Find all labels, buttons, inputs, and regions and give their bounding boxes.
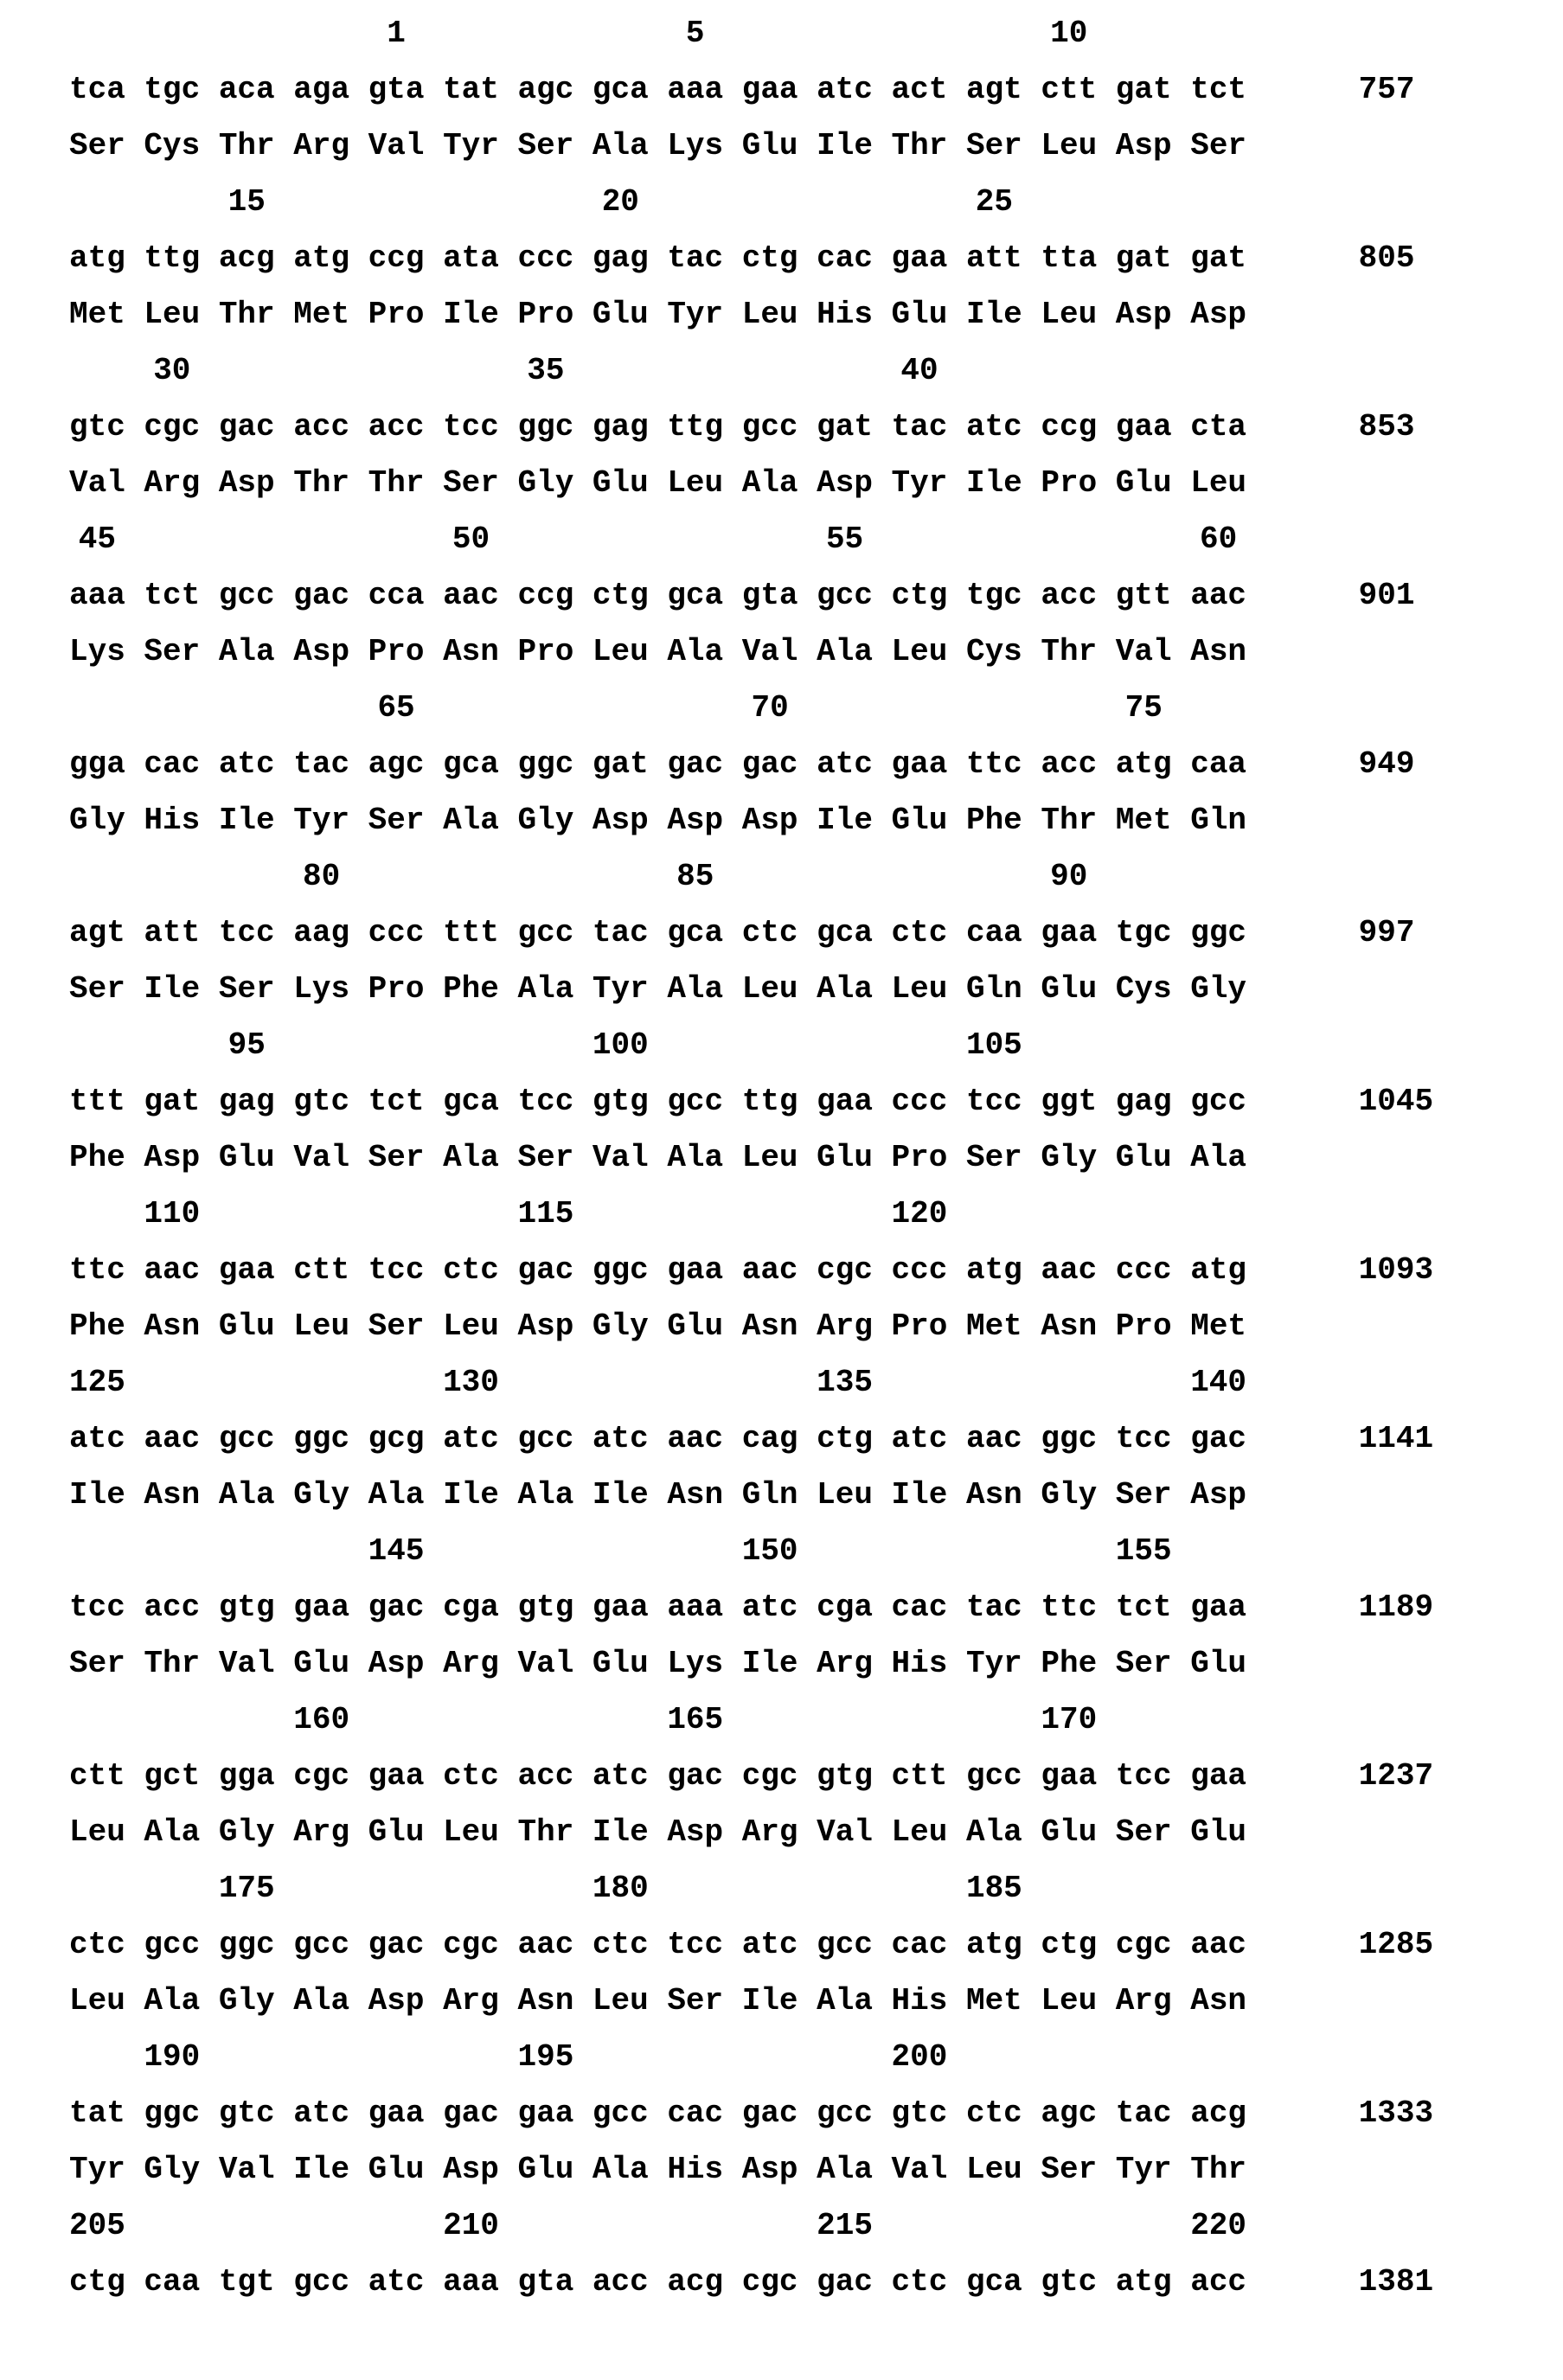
sequence-block [69,5,1563,174]
codon-line-text: atg ttg acg atg ccg ata ccc gag tac ctg cac gaa att tta gat gat [69,240,1247,276]
nucleotide-position: 1045 [1358,1084,1434,1119]
amino-acid-line-text: Ile Asn Ala Gly Ala Ile Ala Ile Asn Gln Leu Ile Asn Gly Ser Asp [69,1477,1247,1513]
codon-line-text: ctc gcc ggc gcc gac cgc aac ctc tcc atc gcc cac atg ctg cgc aac [69,1927,1247,1962]
codon-line [69,1916,1563,1973]
residue-number: 50 [452,521,490,557]
residue-number: 115 [517,1196,574,1232]
residue-number: 40 [900,353,938,388]
residue-number: 155 [1115,1533,1172,1569]
nucleotide-position: 1381 [1358,2264,1434,2300]
residue-number: 15 [227,184,266,220]
residue-number: 80 [303,859,341,894]
residue-number: 55 [825,521,864,557]
residue-number: 10 [1050,16,1088,51]
residue-number: 185 [965,1871,1022,1906]
codon-line [69,1073,1563,1129]
sequence-block [69,680,1563,848]
codon-line-text: gga cac atc tac agc gca ggc gat gac gac atc gaa ttc acc atg caa [69,746,1247,782]
residue-number: 35 [527,353,565,388]
codon-line [69,567,1563,624]
amino-acid-line-text: Ser Ile Ser Lys Pro Phe Ala Tyr Ala Leu Ala Leu Gln Glu Cys Gly [69,971,1247,1007]
amino-acid-line [69,286,1563,342]
sequence-block [69,342,1563,511]
residue-number-line [69,2198,1563,2254]
sequence-block [69,2198,1563,2310]
residue-number: 120 [891,1196,948,1232]
residue-number: 205 [69,2208,125,2243]
sequence-block [69,1523,1563,1692]
residue-number: 60 [1200,521,1238,557]
residue-number: 160 [293,1702,350,1737]
residue-number: 200 [891,2039,948,2075]
codon-line-text: ttt gat gag gtc tct gca tcc gtg gcc ttg gaa ccc tcc ggt gag gcc [69,1084,1247,1119]
nucleotide-position: 1285 [1358,1927,1434,1962]
residue-number: 125 [69,1365,125,1400]
codon-line [69,736,1563,792]
nucleotide-position: 949 [1358,746,1415,782]
codon-line [69,230,1563,286]
residue-number-line [69,1354,1563,1411]
amino-acid-line-text: Tyr Gly Val Ile Glu Asp Glu Ala His Asp Ala Val Leu Ser Tyr Thr [69,2152,1247,2187]
amino-acid-line-text: Met Leu Thr Met Pro Ile Pro Glu Tyr Leu His Glu Ile Leu Asp Asp [69,297,1247,332]
amino-acid-line-text: Lys Ser Ala Asp Pro Asn Pro Leu Ala Val Ala Leu Cys Thr Val Asn [69,634,1247,669]
residue-number: 20 [601,184,639,220]
residue-number-line [69,174,1563,230]
amino-acid-line [69,1635,1563,1692]
residue-number: 165 [667,1702,724,1737]
residue-number-line [69,1523,1563,1579]
codon-line [69,399,1563,455]
codon-line-text: ctg caa tgt gcc atc aaa gta acc acg cgc gac ctc gca gtc atg acc [69,2264,1247,2300]
codon-line-text: tcc acc gtg gaa gac cga gtg gaa aaa atc cga cac tac ttc tct gaa [69,1590,1247,1625]
codon-line [69,1411,1563,1467]
residue-number-line [69,2029,1563,2085]
residue-number: 85 [676,859,714,894]
amino-acid-line [69,1298,1563,1354]
residue-number-line [69,511,1563,567]
residue-number: 170 [1041,1702,1098,1737]
residue-number: 90 [1050,859,1088,894]
residue-number: 1 [387,16,406,51]
amino-acid-line-text: Ser Cys Thr Arg Val Tyr Ser Ala Lys Glu Ile Thr Ser Leu Asp Ser [69,128,1247,163]
codon-line-text: atc aac gcc ggc gcg atc gcc atc aac cag ctg atc aac ggc tcc gac [69,1421,1247,1456]
amino-acid-line-text: Val Arg Asp Thr Thr Ser Gly Glu Leu Ala Asp Tyr Ile Pro Glu Leu [69,465,1247,501]
residue-number: 45 [78,521,117,557]
amino-acid-line [69,1129,1563,1186]
amino-acid-line-text: Leu Ala Gly Arg Glu Leu Thr Ile Asp Arg Val Leu Ala Glu Ser Glu [69,1814,1247,1850]
amino-acid-line-text: Phe Asn Glu Leu Ser Leu Asp Gly Glu Asn Arg Pro Met Asn Pro Met [69,1308,1247,1344]
residue-number: 190 [144,2039,201,2075]
codon-line [69,1242,1563,1298]
residue-number-line [69,1186,1563,1242]
sequence-block [69,1186,1563,1354]
residue-number: 140 [1190,1365,1247,1400]
residue-number: 30 [153,353,191,388]
residue-number: 65 [377,690,415,726]
codon-line [69,2254,1563,2310]
residue-number: 5 [685,16,705,51]
amino-acid-line [69,118,1563,174]
residue-number: 70 [751,690,789,726]
sequence-block [69,1354,1563,1523]
nucleotide-position: 853 [1358,409,1415,445]
residue-number-line [69,848,1563,905]
sequence-block [69,1692,1563,1860]
residue-number: 195 [517,2039,574,2075]
amino-acid-line [69,624,1563,680]
amino-acid-line [69,1804,1563,1860]
residue-number: 100 [592,1027,649,1063]
sequence-block [69,1017,1563,1186]
nucleotide-position: 1237 [1358,1758,1434,1794]
residue-number: 110 [144,1196,201,1232]
amino-acid-line-text: Phe Asp Glu Val Ser Ala Ser Val Ala Leu Glu Pro Ser Gly Glu Ala [69,1140,1247,1175]
residue-number-line [69,680,1563,736]
codon-line [69,2085,1563,2141]
codon-line-text: gtc cgc gac acc acc tcc ggc gag ttg gcc gat tac atc ccg gaa cta [69,409,1247,445]
codon-line [69,61,1563,118]
residue-number-line [69,1860,1563,1916]
residue-number: 210 [443,2208,499,2243]
amino-acid-line [69,2141,1563,2198]
nucleotide-position: 997 [1358,915,1415,950]
nucleotide-position: 757 [1358,72,1415,107]
sequence-block [69,2029,1563,2198]
codon-line [69,1748,1563,1804]
codon-line-text: aaa tct gcc gac cca aac ccg ctg gca gta gcc ctg tgc acc gtt aac [69,578,1247,613]
amino-acid-line [69,792,1563,848]
residue-number-line [69,342,1563,399]
amino-acid-line [69,455,1563,511]
nucleotide-position: 1141 [1358,1421,1434,1456]
nucleotide-position: 1189 [1358,1590,1434,1625]
codon-line-text: tat ggc gtc atc gaa gac gaa gcc cac gac gcc gtc ctc agc tac acg [69,2095,1247,2131]
residue-number: 135 [817,1365,873,1400]
sequence-block [69,848,1563,1017]
amino-acid-line-text: Gly His Ile Tyr Ser Ala Gly Asp Asp Asp Ile Glu Phe Thr Met Gln [69,803,1247,838]
amino-acid-line-text: Ser Thr Val Glu Asp Arg Val Glu Lys Ile Arg His Tyr Phe Ser Glu [69,1646,1247,1681]
residue-number: 150 [741,1533,798,1569]
residue-number: 130 [443,1365,499,1400]
amino-acid-line-text: Leu Ala Gly Ala Asp Arg Asn Leu Ser Ile Ala His Met Leu Arg Asn [69,1983,1247,2019]
codon-line-text: ttc aac gaa ctt tcc ctc gac ggc gaa aac cgc ccc atg aac ccc atg [69,1252,1247,1288]
residue-number: 75 [1124,690,1163,726]
residue-number: 215 [817,2208,873,2243]
sequence-block [69,1860,1563,2029]
codon-line-text: tca tgc aca aga gta tat agc gca aaa gaa atc act agt ctt gat tct [69,72,1247,107]
nucleotide-position: 901 [1358,578,1415,613]
nucleotide-position: 1093 [1358,1252,1434,1288]
sequence-block [69,174,1563,342]
codon-line-text: ctt gct gga cgc gaa ctc acc atc gac cgc gtg ctt gcc gaa tcc gaa [69,1758,1247,1794]
codon-line [69,905,1563,961]
residue-number-line [69,1017,1563,1073]
residue-number: 25 [975,184,1013,220]
codon-line-text: agt att tcc aag ccc ttt gcc tac gca ctc gca ctc caa gaa tgc ggc [69,915,1247,950]
residue-number-line [69,1692,1563,1748]
residue-number: 220 [1190,2208,1247,2243]
residue-number-line [69,5,1563,61]
sequence-block [69,511,1563,680]
amino-acid-line [69,1467,1563,1523]
residue-number: 95 [227,1027,266,1063]
residue-number: 105 [965,1027,1022,1063]
amino-acid-line [69,961,1563,1017]
residue-number: 145 [368,1533,425,1569]
residue-number: 175 [218,1871,275,1906]
codon-line [69,1579,1563,1635]
residue-number: 180 [592,1871,649,1906]
nucleotide-position: 1333 [1358,2095,1434,2131]
nucleotide-position: 805 [1358,240,1415,276]
amino-acid-line [69,1973,1563,2029]
